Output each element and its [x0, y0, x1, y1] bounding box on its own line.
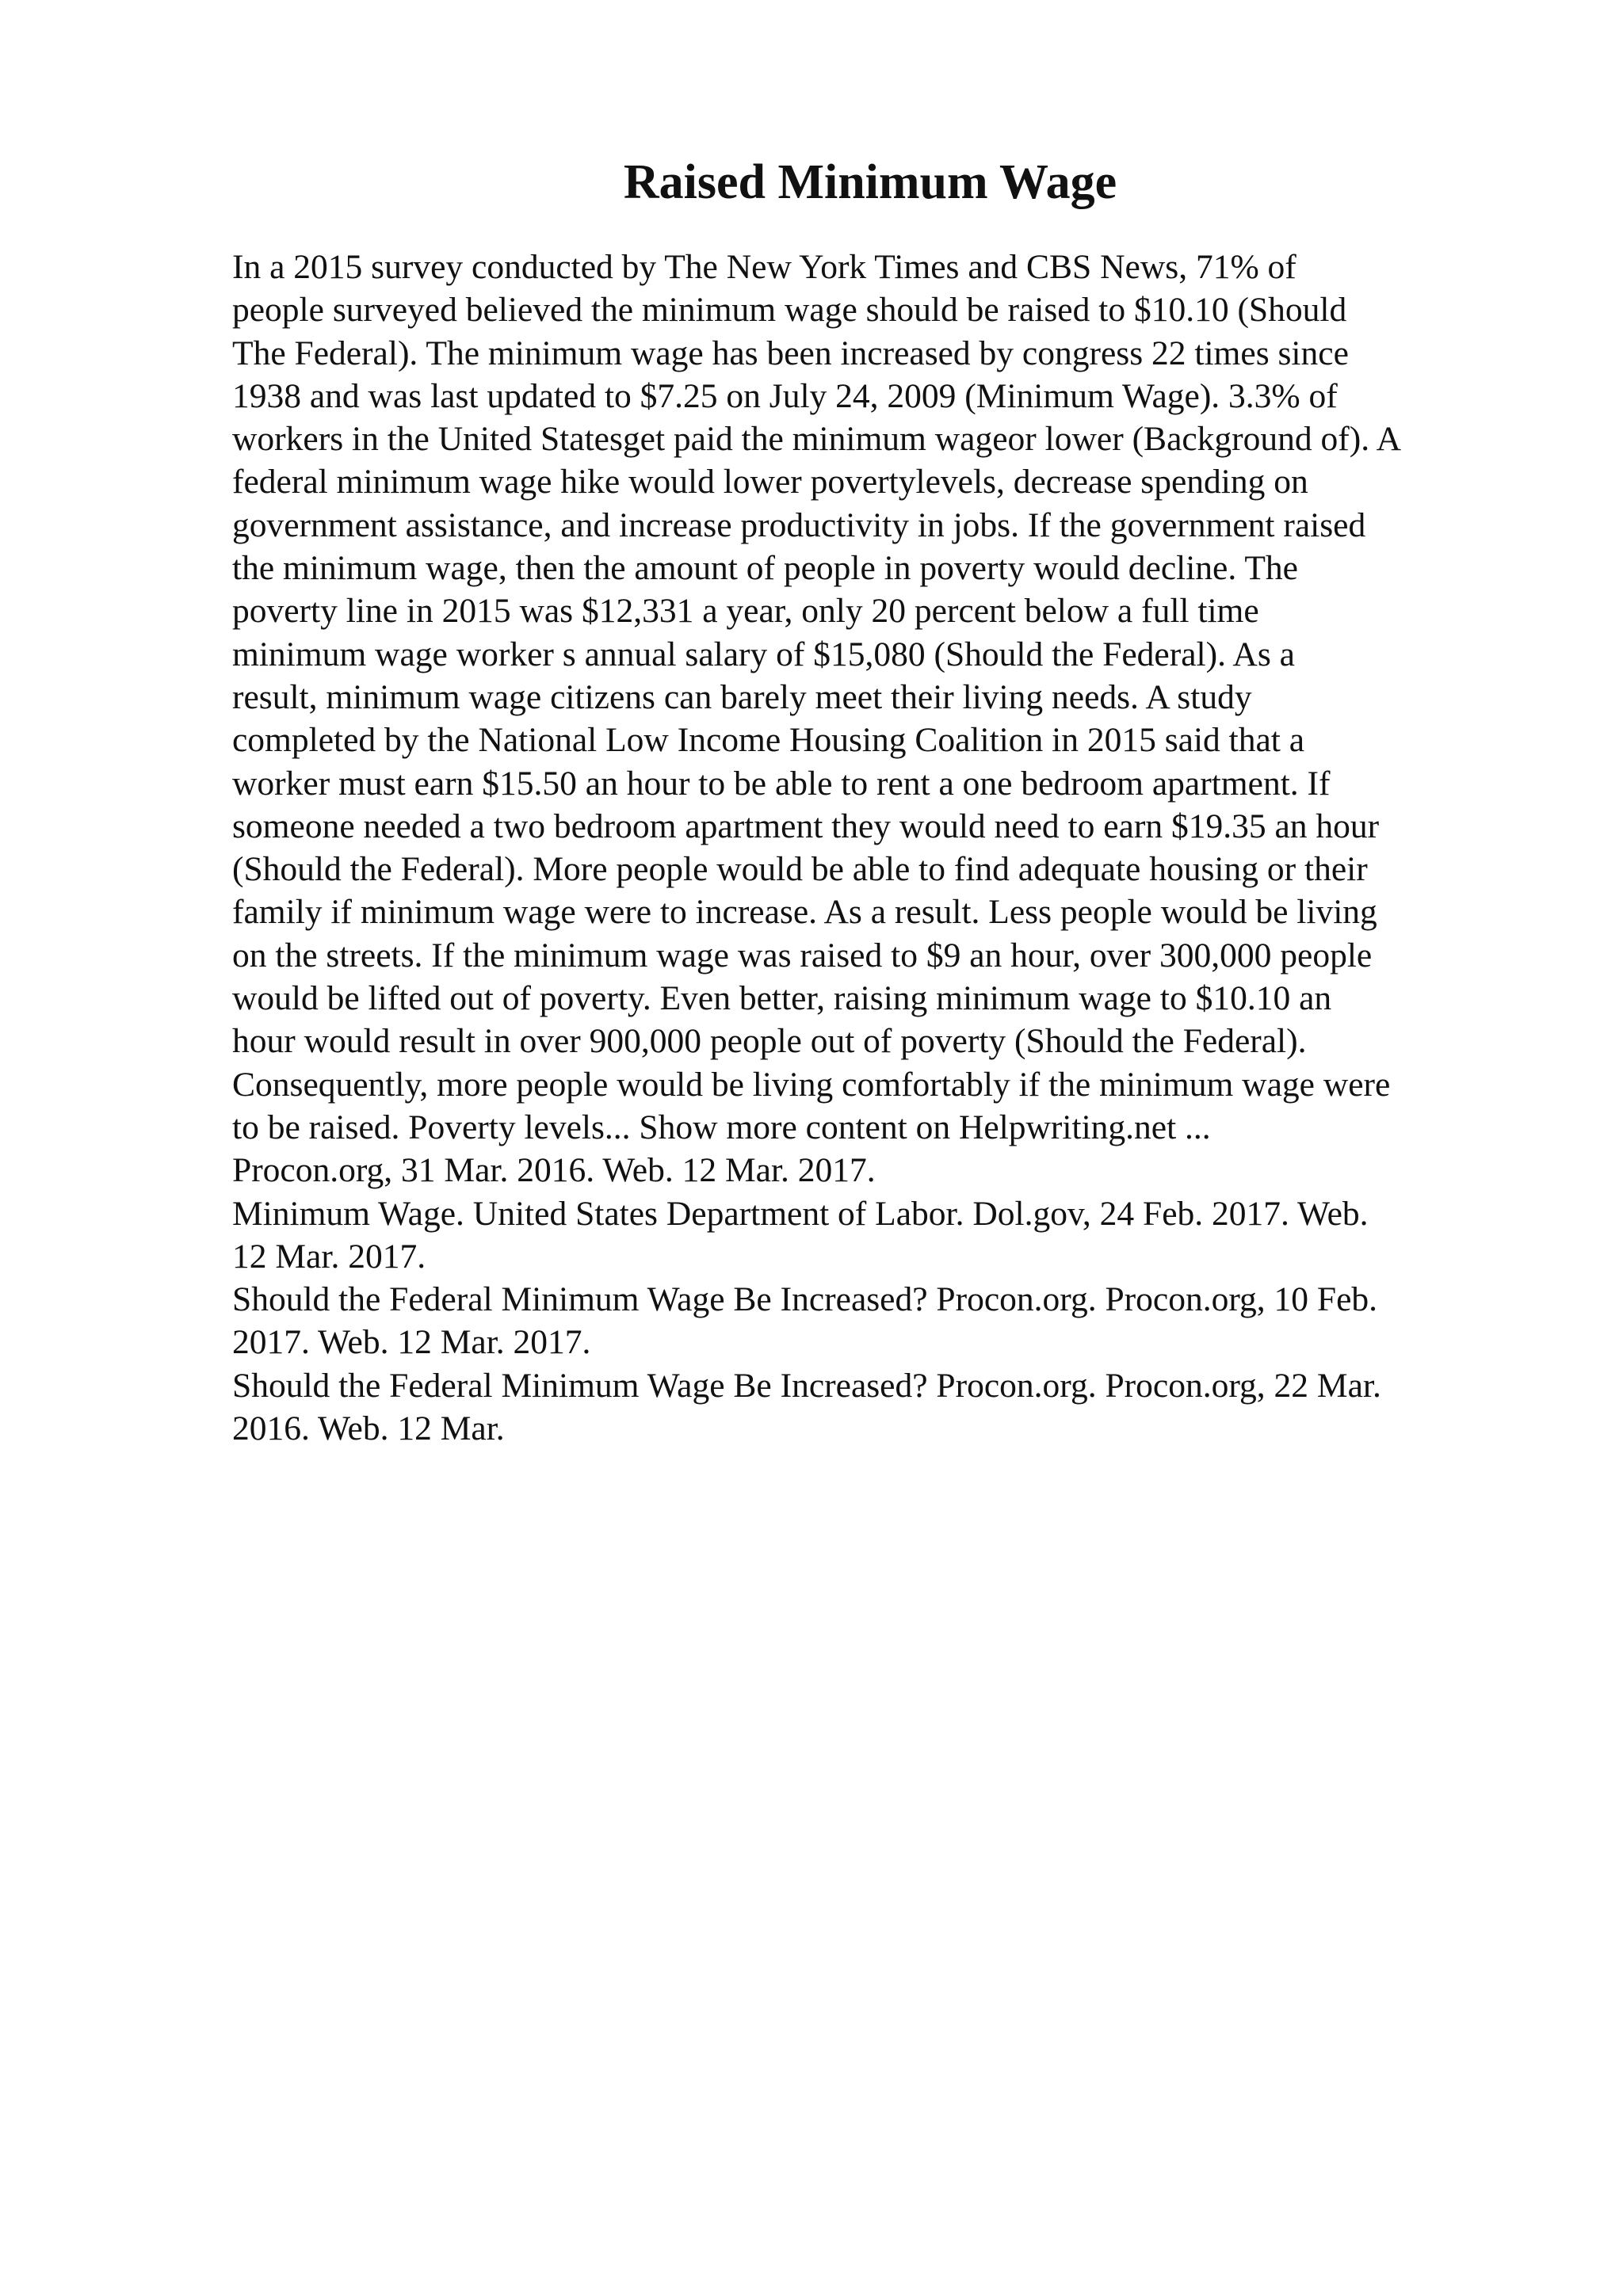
- body-line: minimum wage worker s annual salary of $15,080 (Should the Federal). As a: [232, 635, 1295, 673]
- body-line: on the streets. If the minimum wage was raised to $9 an hour, over 300,000 people: [232, 936, 1373, 974]
- body-line: worker must earn $15.50 an hour to be able to rent a one bedroom apartment. If: [232, 764, 1331, 803]
- body-line: poverty line in 2015 was $12,331 a year, only 20 percent below a full time: [232, 592, 1259, 631]
- body-line: The Federal). The minimum wage has been increased by congress 22 times since: [232, 334, 1349, 372]
- citation-line: Procon.org, 31 Mar. 2016. Web. 12 Mar. 2017.: [232, 1151, 876, 1190]
- document-body: [232, 246, 1500, 1450]
- body-line: workers in the United Statesget paid the minimum wageor lower (Background of). A: [232, 420, 1402, 459]
- body-line: people surveyed believed the minimum wage should be raised to $10.10 (Should: [232, 291, 1347, 330]
- body-line: hour would result in over 900,000 people out of poverty (Should the Federal).: [232, 1022, 1307, 1061]
- body-line: 1938 and was last updated to $7.25 on July 24, 2009 (Minimum Wage). 3.3% of: [232, 376, 1338, 415]
- citation-line: Minimum Wage. United States Department of Labor. Dol.gov, 24 Feb. 2017. Web.: [232, 1194, 1369, 1233]
- body-line: In a 2015 survey conducted by The New York Times and CBS News, 71% of: [232, 248, 1296, 286]
- body-line: someone needed a two bedroom apartment they would need to earn $19.35 an hour: [232, 807, 1380, 845]
- body-line: would be lifted out of poverty. Even better, raising minimum wage to $10.10 an: [232, 979, 1332, 1018]
- body-line: to be raised. Poverty levels... Show more content on Helpwriting.net ...: [232, 1108, 1211, 1146]
- body-line: family if minimum wage were to increase. As a result. Less people would be living: [232, 893, 1377, 932]
- body-line: result, minimum wage citizens can barely meet their living needs. A study: [232, 677, 1252, 716]
- citation-line: Should the Federal Minimum Wage Be Increased? Procon.org. Procon.org, 10 Feb.: [232, 1280, 1378, 1319]
- document-title: Raised Minimum Wage: [623, 155, 1117, 209]
- body-line: Consequently, more people would be living comfortably if the minimum wage were: [232, 1065, 1391, 1104]
- body-line: completed by the National Low Income Housing Coalition in 2015 said that a: [232, 721, 1305, 760]
- citation-line: Should the Federal Minimum Wage Be Increased? Procon.org. Procon.org, 22 Mar.: [232, 1366, 1381, 1405]
- body-line: government assistance, and increase productivity in jobs. If the government raised: [232, 505, 1366, 544]
- citation-line: 2016. Web. 12 Mar.: [232, 1409, 505, 1448]
- body-line: the minimum wage, then the amount of people in poverty would decline. The: [232, 549, 1298, 588]
- citation-line: 2017. Web. 12 Mar. 2017.: [232, 1323, 591, 1362]
- body-line: (Should the Federal). More people would be able to find adequate housing or their: [232, 850, 1368, 889]
- citation-line: 12 Mar. 2017.: [232, 1237, 426, 1276]
- body-line: federal minimum wage hike would lower povertylevels, decrease spending on: [232, 463, 1308, 502]
